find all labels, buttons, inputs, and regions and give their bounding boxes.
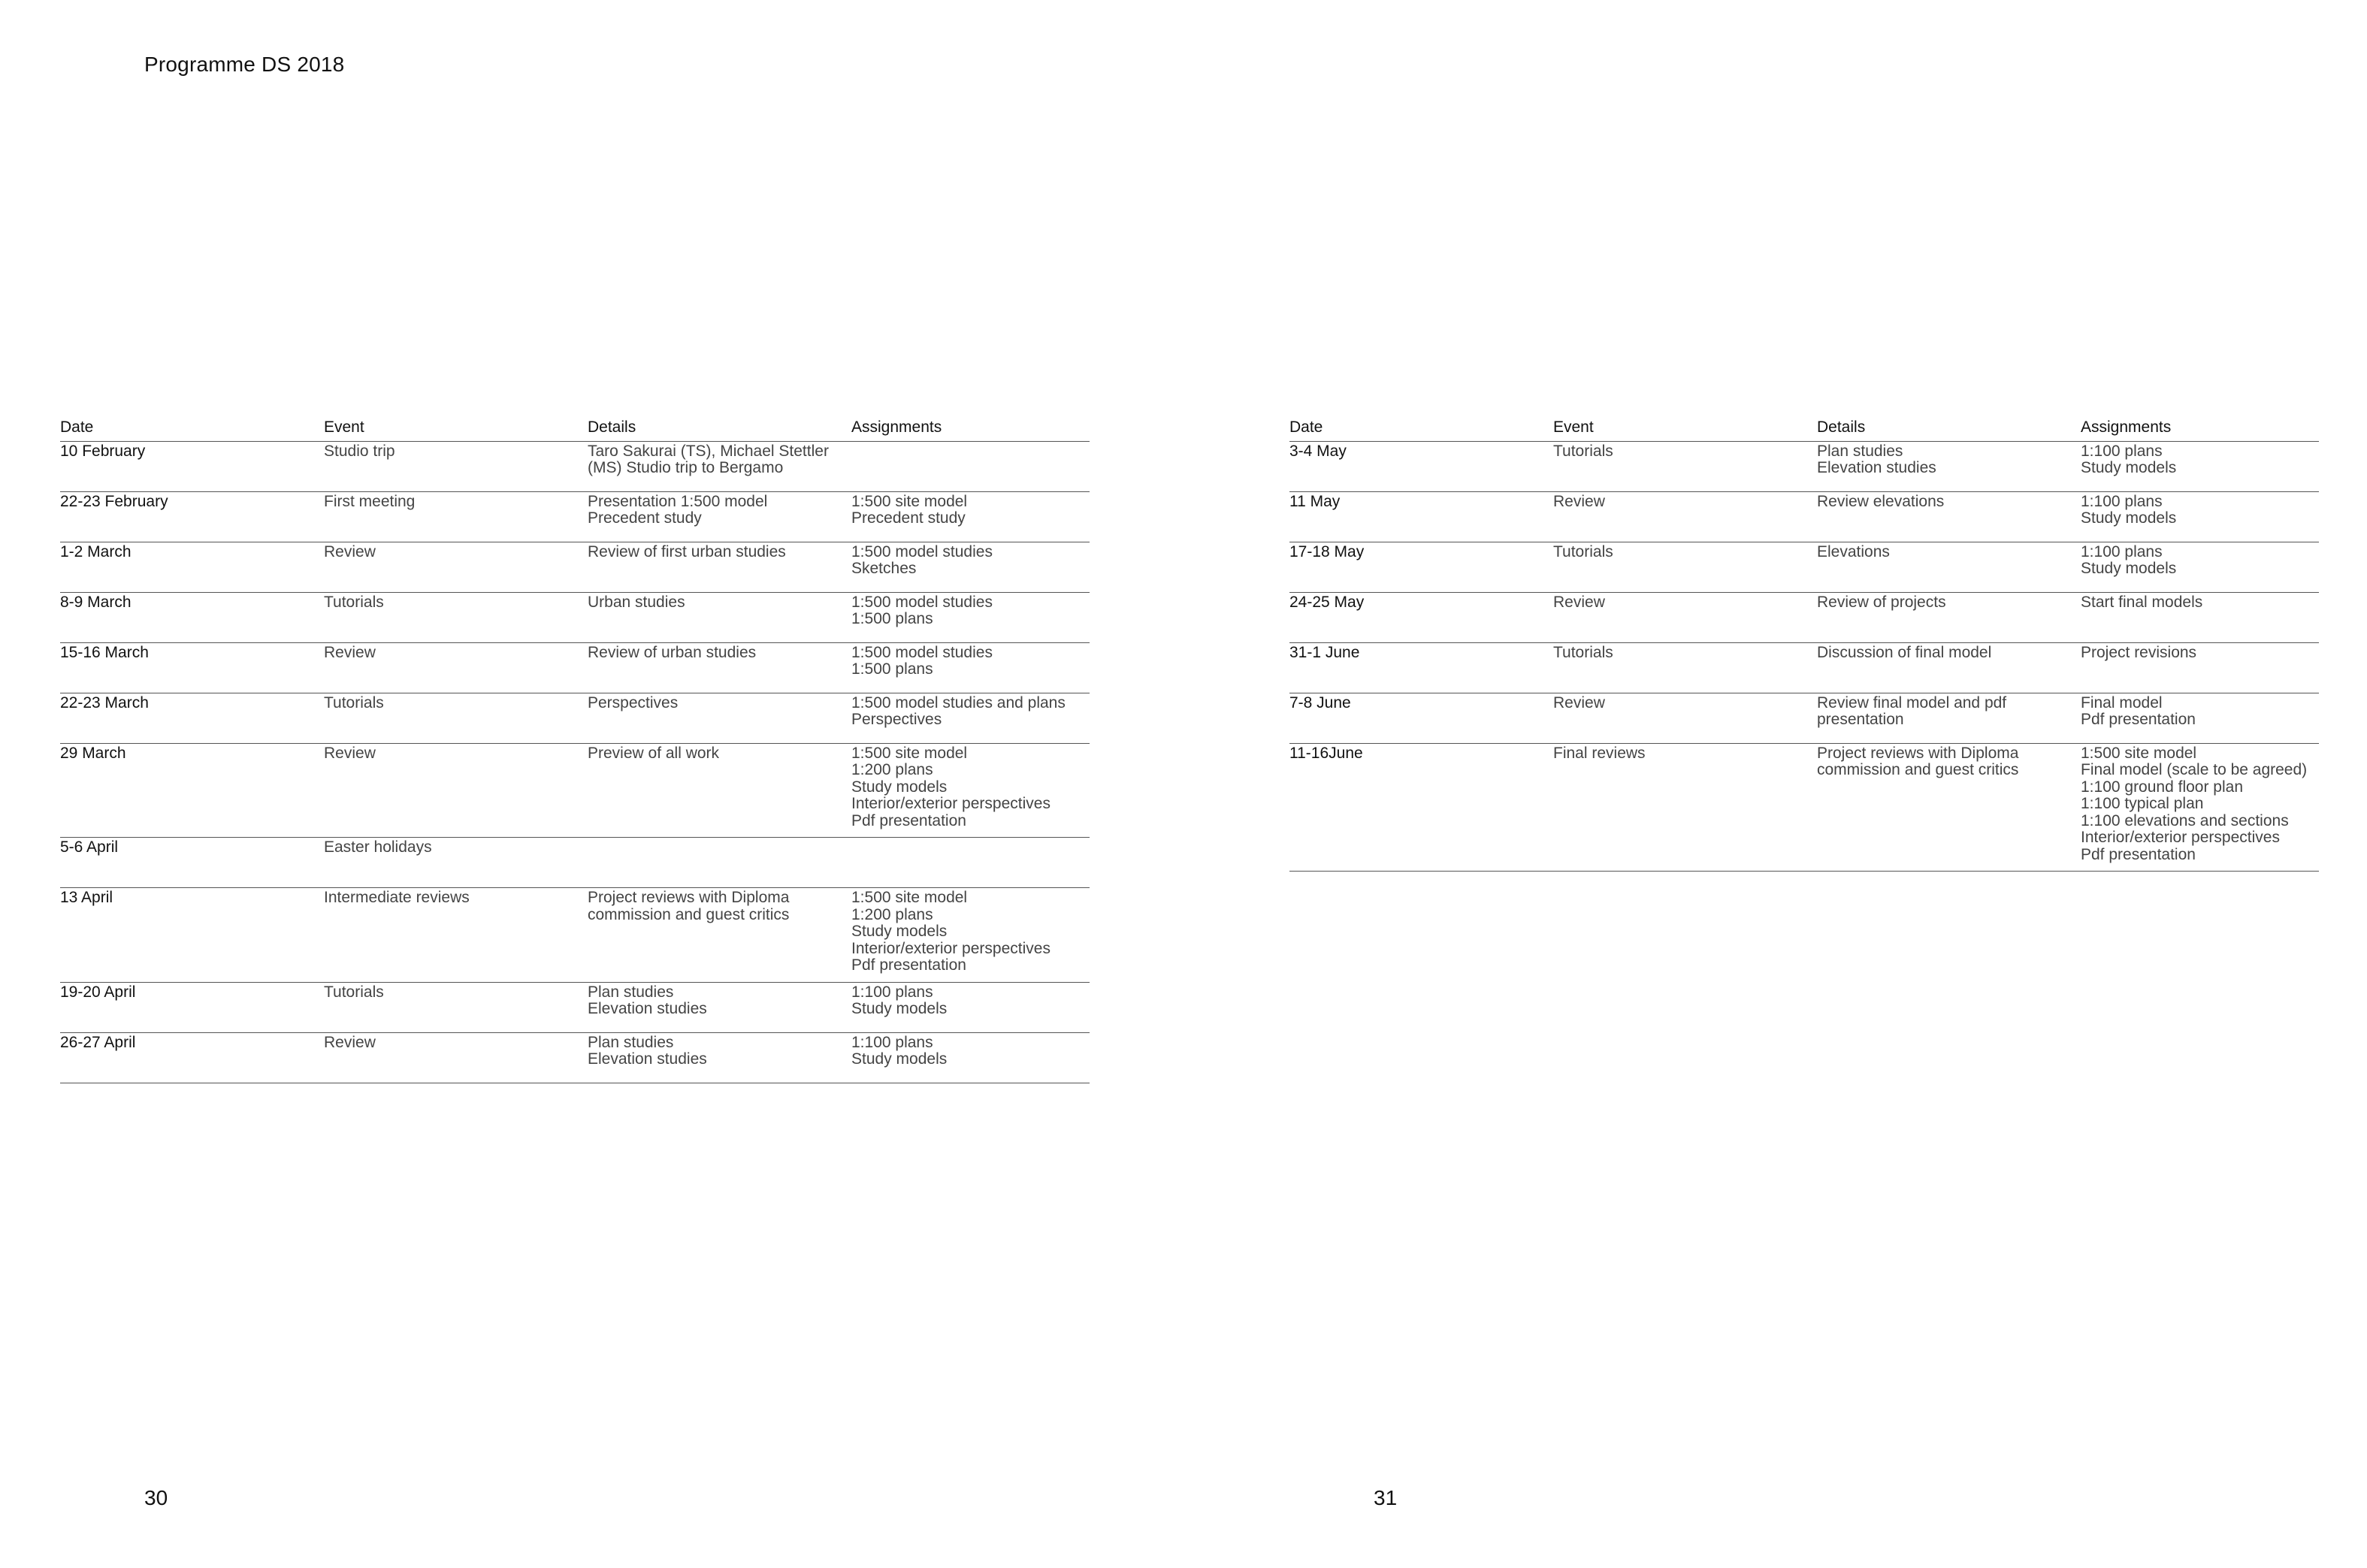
details-cell <box>588 693 851 743</box>
table-row <box>1289 693 2319 743</box>
column-header-date: Date <box>60 418 324 441</box>
date-cell: 19-20 April <box>60 982 324 1032</box>
details-line: commission and guest critics <box>1817 761 2019 778</box>
date-cell: 8-9 March <box>60 592 324 642</box>
details-cell <box>1817 592 2081 642</box>
details-line: Review final model and pdf <box>1817 693 2007 711</box>
assignments-line: 1:500 site model <box>2081 744 2197 762</box>
event-cell: Review <box>1553 693 1817 743</box>
details-cell <box>1817 491 2081 542</box>
assignments-line: Interior/exterior perspectives <box>851 795 1050 812</box>
details-cell <box>588 743 851 838</box>
column-header-date: Date <box>1289 418 1553 441</box>
assignments-line: Precedent study <box>851 509 966 527</box>
details-cell <box>588 1032 851 1083</box>
details-cell <box>1817 542 2081 592</box>
date-cell: 11-16June <box>1289 743 1553 872</box>
details-cell <box>588 542 851 592</box>
date-cell: 10 February <box>60 441 324 491</box>
assignments-line: 1:100 plans <box>2081 542 2163 560</box>
date-cell: 17-18 May <box>1289 542 1553 592</box>
assignments-line: 1:200 plans <box>851 905 933 923</box>
table-header-row <box>1289 418 2319 441</box>
date-cell: 29 March <box>60 743 324 838</box>
table-row <box>60 1032 1090 1083</box>
event-cell: Tutorials <box>324 982 588 1032</box>
table-row <box>60 441 1090 491</box>
running-head: Programme DS 2018 <box>144 53 345 76</box>
assignments-line: Pdf presentation <box>2081 711 2196 728</box>
details-cell <box>1817 743 2081 872</box>
page-number-right: 31 <box>1374 1486 1398 1509</box>
date-cell: 26-27 April <box>60 1032 324 1083</box>
assignments-line: 1:500 site model <box>851 889 968 906</box>
date-cell: 22-23 March <box>60 693 324 743</box>
details-line: commission and guest critics <box>588 905 790 923</box>
date-cell: 13 April <box>60 888 324 983</box>
table-header-row <box>60 418 1090 441</box>
details-cell <box>588 838 851 888</box>
event-cell: Intermediate reviews <box>324 888 588 983</box>
assignments-cell <box>2081 642 2319 693</box>
column-header-assignments: Assignments <box>851 418 1090 441</box>
event-cell: First meeting <box>324 491 588 542</box>
details-cell <box>588 592 851 642</box>
details-line: Discussion of final model <box>1817 643 1992 661</box>
column-header-details: Details <box>588 418 851 441</box>
event-cell: Tutorials <box>324 693 588 743</box>
assignments-cell <box>851 743 1090 838</box>
details-line: Review of urban studies <box>588 643 757 661</box>
event-cell: Tutorials <box>1553 642 1817 693</box>
assignments-line: 1:100 plans <box>851 1033 933 1051</box>
event-cell: Review <box>1553 491 1817 542</box>
assignments-line: 1:100 typical plan <box>2081 795 2204 812</box>
column-header-event: Event <box>1553 418 1817 441</box>
assignments-cell <box>851 491 1090 542</box>
details-cell <box>588 642 851 693</box>
table-row <box>1289 441 2319 491</box>
event-cell: Review <box>324 542 588 592</box>
assignments-cell <box>2081 592 2319 642</box>
table-row <box>60 888 1090 983</box>
assignments-cell <box>851 838 1090 888</box>
assignments-line: Final model (scale to be agreed) <box>2081 761 2308 778</box>
event-cell: Final reviews <box>1553 743 1817 872</box>
assignments-line: 1:500 model studies <box>851 542 993 560</box>
assignments-cell <box>2081 693 2319 743</box>
table-body <box>1289 441 2319 872</box>
event-cell: Easter holidays <box>324 838 588 888</box>
assignments-line: Study models <box>2081 459 2177 476</box>
assignments-cell <box>851 888 1090 983</box>
schedule-table-right <box>1289 418 2319 872</box>
assignments-cell <box>851 1032 1090 1083</box>
date-cell: 15-16 March <box>60 642 324 693</box>
assignments-line: 1:100 plans <box>2081 492 2163 510</box>
details-cell <box>1817 693 2081 743</box>
assignments-line: 1:100 ground floor plan <box>2081 778 2243 796</box>
assignments-line: 1:500 model studies <box>851 593 993 611</box>
assignments-line: 1:500 site model <box>851 492 968 510</box>
event-cell: Tutorials <box>1553 441 1817 491</box>
details-line: Plan studies <box>588 1033 674 1051</box>
table-row <box>1289 491 2319 542</box>
assignments-line: 1:100 plans <box>2081 442 2163 460</box>
date-cell: 11 May <box>1289 491 1553 542</box>
details-cell <box>588 888 851 983</box>
details-line: presentation <box>1817 711 1904 728</box>
details-line: Preview of all work <box>588 744 720 762</box>
assignments-cell <box>851 693 1090 743</box>
assignments-line: Study models <box>851 1000 948 1017</box>
assignments-cell <box>2081 441 2319 491</box>
date-cell: 3-4 May <box>1289 441 1553 491</box>
table-row <box>60 838 1090 888</box>
details-cell <box>1817 642 2081 693</box>
page-number-left: 30 <box>144 1486 168 1509</box>
table-row <box>60 982 1090 1032</box>
assignments-line: Pdf presentation <box>2081 845 2196 863</box>
assignments-cell <box>2081 743 2319 872</box>
date-cell: 1-2 March <box>60 542 324 592</box>
assignments-line: Study models <box>2081 560 2177 577</box>
details-line: Elevation studies <box>588 1000 707 1017</box>
event-cell: Review <box>1553 592 1817 642</box>
assignments-cell <box>851 592 1090 642</box>
table-row <box>60 693 1090 743</box>
assignments-cell <box>851 441 1090 491</box>
event-cell: Review <box>324 743 588 838</box>
assignments-line: Study models <box>851 778 948 796</box>
column-header-details: Details <box>1817 418 2081 441</box>
date-cell: 5-6 April <box>60 838 324 888</box>
details-line: Review elevations <box>1817 492 1945 510</box>
assignments-cell <box>2081 542 2319 592</box>
assignments-line: 1:500 model studies <box>851 643 993 661</box>
assignments-cell <box>851 642 1090 693</box>
table-row <box>1289 592 2319 642</box>
event-cell: Tutorials <box>324 592 588 642</box>
assignments-line: Study models <box>2081 509 2177 527</box>
details-line: Perspectives <box>588 693 679 711</box>
assignments-line: Sketches <box>851 560 917 577</box>
assignments-cell <box>851 982 1090 1032</box>
assignments-line: Perspectives <box>851 711 942 728</box>
details-cell <box>1817 441 2081 491</box>
table-row <box>60 491 1090 542</box>
details-line: Review of projects <box>1817 593 1946 611</box>
details-line: Plan studies <box>588 983 674 1001</box>
details-line: Plan studies <box>1817 442 1903 460</box>
schedule-table-left <box>60 418 1090 1083</box>
details-line: Precedent study <box>588 509 702 527</box>
date-cell: 31-1 June <box>1289 642 1553 693</box>
assignments-line: Start final models <box>2081 593 2203 611</box>
details-line: Elevation studies <box>1817 459 1936 476</box>
table-row <box>60 592 1090 642</box>
column-header-assignments: Assignments <box>2081 418 2319 441</box>
assignments-line: 1:500 site model <box>851 744 968 762</box>
assignments-line: 1:500 plans <box>851 660 933 678</box>
table-body <box>60 441 1090 1083</box>
table-row <box>60 542 1090 592</box>
details-line: Urban studies <box>588 593 685 611</box>
table-row <box>1289 642 2319 693</box>
assignments-line: Project revisions <box>2081 643 2197 661</box>
details-line: Review of first urban studies <box>588 542 786 560</box>
details-line: Presentation 1:500 model <box>588 492 768 510</box>
details-cell <box>588 441 851 491</box>
assignments-line: Pdf presentation <box>851 811 966 829</box>
assignments-line: Pdf presentation <box>851 956 966 974</box>
assignments-cell <box>2081 491 2319 542</box>
assignments-line: Study models <box>851 1050 948 1068</box>
table-row <box>1289 542 2319 592</box>
date-cell: 24-25 May <box>1289 592 1553 642</box>
assignments-cell <box>851 542 1090 592</box>
details-line: Taro Sakurai (TS), Michael Stettler <box>588 442 829 460</box>
details-line: Project reviews with Diploma <box>588 889 790 906</box>
table-row <box>60 642 1090 693</box>
table-row <box>1289 743 2319 872</box>
details-line: Project reviews with Diploma <box>1817 744 2019 762</box>
assignments-line: Final model <box>2081 693 2163 711</box>
event-cell: Review <box>324 1032 588 1083</box>
event-cell: Tutorials <box>1553 542 1817 592</box>
event-cell: Review <box>324 642 588 693</box>
assignments-line: 1:500 plans <box>851 610 933 627</box>
date-cell: 7-8 June <box>1289 693 1553 743</box>
details-line: Elevation studies <box>588 1050 707 1068</box>
assignments-line: 1:200 plans <box>851 761 933 778</box>
details-line: (MS) Studio trip to Bergamo <box>588 459 784 476</box>
details-line: Elevations <box>1817 542 1890 560</box>
column-header-event: Event <box>324 418 588 441</box>
assignments-line: Interior/exterior perspectives <box>2081 829 2280 846</box>
table-row <box>60 743 1090 838</box>
assignments-line: Study models <box>851 923 948 940</box>
assignments-line: 1:100 elevations and sections <box>2081 811 2289 829</box>
details-cell <box>588 982 851 1032</box>
assignments-line: Interior/exterior perspectives <box>851 939 1050 957</box>
details-cell <box>588 491 851 542</box>
assignments-line: 1:500 model studies and plans <box>851 693 1066 711</box>
event-cell: Studio trip <box>324 441 588 491</box>
date-cell: 22-23 February <box>60 491 324 542</box>
assignments-line: 1:100 plans <box>851 983 933 1001</box>
